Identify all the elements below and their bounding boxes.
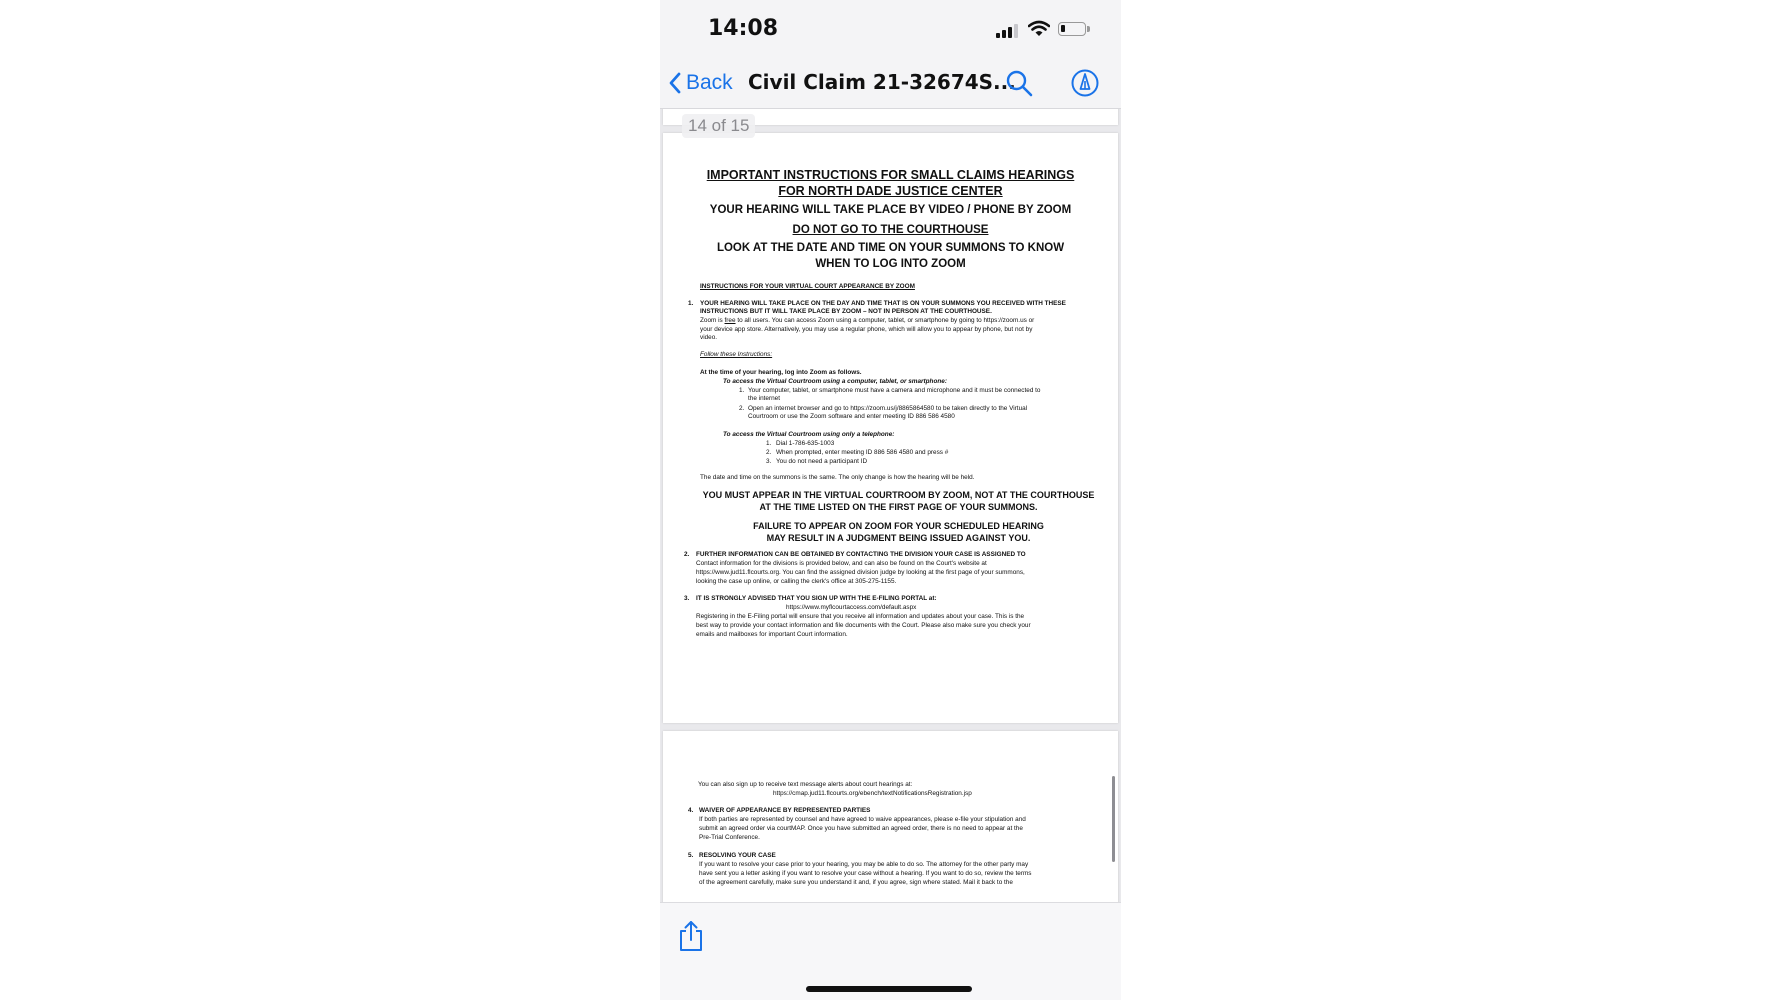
doc-item2-a: Contact information for the divisions is provided below, and can also be found on the Court's website at: [696, 560, 987, 567]
doc-comp1-a: Your computer, tablet, or smartphone must have a camera and microphone and it must be connected to: [748, 387, 1041, 394]
doc-efiling-url: https://www.myflcourtaccess.com/default.aspx: [786, 604, 917, 611]
search-icon[interactable]: [1004, 68, 1034, 98]
doc-item1-bold-b: INSTRUCTIONS BUT IT WILL TAKE PLACE BY ZOOM – NOT IN PERSON AT THE COURTHOUSE.: [700, 308, 992, 315]
doc-item1-text-b: your device app store. Alternatively, you may use a regular phone, which will allow you to appear by phone, but not by: [700, 326, 1033, 333]
home-indicator[interactable]: [806, 986, 972, 992]
doc-item3-a: Registering in the E-Filing portal will ensure that you receive all information and updates about your case. This is the: [696, 613, 1025, 620]
doc-item3-b: best way to provide your contact information and file documents with the Court. Please also make sure you check your: [696, 622, 1031, 629]
battery-icon: [1058, 22, 1086, 36]
doc-courthouse-notice: DO NOT GO TO THE COURTHOUSE: [792, 224, 989, 236]
doc-zoom-notice: YOUR HEARING WILL TAKE PLACE BY VIDEO / PHONE BY ZOOM: [709, 204, 1072, 216]
doc-phone-heading: To access the Virtual Courtroom using only a telephone:: [723, 431, 895, 438]
doc-section-heading: INSTRUCTIONS FOR YOUR VIRTUAL COURT APPEARANCE BY ZOOM: [700, 283, 915, 290]
document-viewer[interactable]: [660, 109, 1121, 902]
document-title: Civil Claim 21-32674S...: [748, 70, 1016, 94]
doc-item3-bold: IT IS STRONGLY ADVISED THAT YOU SIGN UP WITH THE E-FILING PORTAL at:: [696, 595, 937, 602]
bottom-toolbar: [660, 902, 1121, 1000]
doc-item2-bold: FURTHER INFORMATION CAN BE OBTAINED BY CONTACTING THE DIVISION YOUR CASE IS ASSIGNED TO: [696, 551, 1026, 558]
doc-comp1-b: the internet: [748, 395, 780, 402]
back-label: Back: [686, 71, 733, 94]
phone-screen: [660, 0, 1121, 1000]
doc-item5-bold: RESOLVING YOUR CASE: [699, 852, 776, 859]
doc-item1-text-a: [700, 317, 1034, 326]
doc-title-line-2: FOR NORTH DADE JUSTICE CENTER: [778, 184, 1003, 198]
doc-comp2-a: Open an internet browser and go to https://zoom.us/j/8865864580 to be taken directly to the Virtual: [748, 405, 1028, 412]
doc-failure-2: MAY RESULT IN A JUDGMENT BEING ISSUED AGAINST YOU.: [766, 533, 1031, 543]
doc-phone2: When prompted, enter meeting ID 886 586 4580 and press #: [776, 449, 949, 456]
scrollbar[interactable]: [1112, 776, 1115, 862]
wifi-icon: [1028, 20, 1050, 38]
page-indicator: 14 of 15: [682, 114, 755, 138]
chevron-left-icon: [668, 72, 682, 94]
doc-item-number: 1.: [688, 300, 694, 307]
doc-text: to all users. You can access Zoom using a computer, tablet, or smartphone by going to https://zoom.us or: [737, 317, 1035, 324]
doc-item4-a: If both parties are represented by counsel and have agreed to waive appearances, please e-file your stipulation and: [699, 816, 1026, 823]
doc-phone1: Dial 1-786-635-1003: [776, 440, 835, 447]
doc-at-time: At the time of your hearing, log into Zoom as follows.: [700, 369, 862, 376]
doc-failure-1: FAILURE TO APPEAR ON ZOOM FOR YOUR SCHEDULED HEARING: [753, 521, 1044, 531]
doc-item2-c: looking the case up online, or calling the clerk's office at 305-275-1155.: [696, 578, 897, 585]
back-button[interactable]: [668, 68, 733, 98]
doc-item-number: 2.: [684, 551, 690, 558]
doc-list-number: 3.: [766, 458, 772, 465]
doc-text-free: free: [724, 317, 736, 324]
markup-pen-icon[interactable]: [1070, 68, 1100, 98]
doc-item4-b: submit an agreed order via courtMAP. Once you have submitted an agreed order, there is no need to appear at the: [699, 825, 1023, 832]
status-bar: [660, 0, 1121, 60]
doc-computer-heading: To access the Virtual Courtroom using a computer, tablet, or smartphone:: [723, 378, 947, 385]
doc-summons-notice-2: WHEN TO LOG INTO ZOOM: [815, 258, 966, 270]
doc-item1-text-c: video.: [700, 334, 718, 341]
doc-title-line-1: IMPORTANT INSTRUCTIONS FOR SMALL CLAIMS HEARINGS: [706, 168, 1075, 182]
battery-level: [1061, 25, 1065, 32]
doc-phone3: You do not need a participant ID: [776, 458, 868, 465]
doc-follow-heading: Follow these Instructions:: [700, 351, 773, 358]
doc-item5-c: of the agreement carefully, make sure you understand it and, if you agree, sign where stated. Mail it back to the: [699, 879, 1013, 886]
doc-item4-bold: WAIVER OF APPEARANCE BY REPRESENTED PARTIES: [699, 807, 871, 814]
doc-sms-text: You can also sign up to receive text message alerts about court hearings at:: [698, 781, 913, 788]
doc-list-number: 2.: [766, 449, 772, 456]
doc-list-number: 2.: [739, 405, 745, 412]
doc-item3-c: emails and mailboxes for important Court information.: [696, 631, 848, 638]
doc-list-number: 1.: [766, 440, 772, 447]
doc-item-number: 5.: [688, 852, 694, 859]
document-page-14: [663, 133, 1118, 723]
doc-item5-b: have sent you a letter asking if you want to resolve your case without a hearing. If you want to do so, review the terms: [699, 870, 1032, 877]
navigation-bar: [660, 60, 1121, 110]
cellular-signal-icon: [996, 24, 1022, 38]
doc-item4-c: Pre-Trial Conference.: [699, 834, 760, 841]
doc-sms-url: https://cmap.jud11.flcourts.org/ebench/textNotificationsRegistration.jsp: [773, 790, 972, 797]
doc-item5-a: If you want to resolve your case prior to your hearing, you may be able to do so. The attorney for the other party may: [699, 861, 1029, 868]
doc-item-number: 4.: [688, 807, 694, 814]
doc-comp2-b: Courtroom or use the Zoom software and enter meeting ID 886 586 4580: [748, 413, 955, 420]
doc-must-appear-1: YOU MUST APPEAR IN THE VIRTUAL COURTROOM BY ZOOM, NOT AT THE COURTHOUSE: [702, 490, 1095, 500]
doc-summons-notice-1: LOOK AT THE DATE AND TIME ON YOUR SUMMONS TO KNOW: [716, 242, 1065, 254]
share-icon[interactable]: [676, 919, 706, 953]
status-time: 14:08: [708, 16, 779, 41]
doc-must-appear-2: AT THE TIME LISTED ON THE FIRST PAGE OF YOUR SUMMONS.: [759, 502, 1038, 512]
doc-item-number: 3.: [684, 595, 690, 602]
doc-list-number: 1.: [739, 387, 745, 394]
doc-item2-b: https://www.jud11.flcourts.org. You can find the assigned division judge by looking at the first page of your summons,: [696, 569, 1025, 576]
doc-text: Zoom is: [700, 317, 723, 324]
doc-same-note: The date and time on the summons is the same. The only change is how the hearing will be held.: [700, 474, 975, 481]
document-page-15: [663, 731, 1118, 902]
doc-item1-bold-a: YOUR HEARING WILL TAKE PLACE ON THE DAY AND TIME THAT IS ON YOUR SUMMONS YOU RECEIVED WITH THESE: [700, 300, 1066, 307]
